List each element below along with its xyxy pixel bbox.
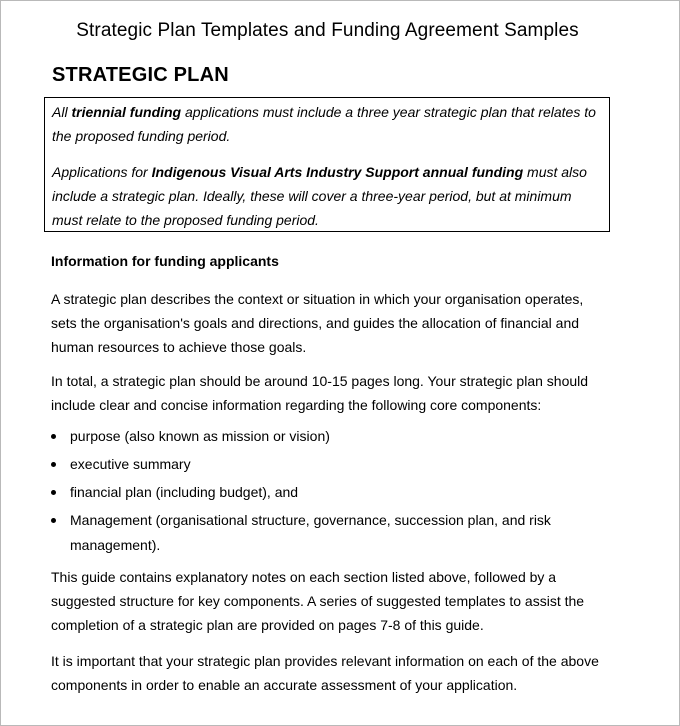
- notice-paragraph-indigenous: Applications for Indigenous Visual Arts Industry Support annual funding must also include a strategic plan. Ideally, these will cover a three-year period, but at minimum must relate to the proposed funding period.: [52, 164, 587, 228]
- paragraph-length: In total, a strategic plan should be around 10-15 pages long. Your strategic plan should include clear and concise information regarding the following core components:: [51, 373, 589, 413]
- paragraph-definition: A strategic plan describes the context or situation in which your organisation operates, sets the organisation's goals and directions, and guides the allocation of financial and human resources to achieve those goals.: [51, 291, 584, 355]
- list-item: purpose (also known as mission or vision): [51, 424, 611, 449]
- notice-box: [44, 97, 610, 232]
- notice-paragraph-triennial: All triennial funding applications must include a three year strategic plan that relates to the proposed funding period.: [52, 104, 596, 144]
- list-item: executive summary: [51, 452, 611, 477]
- bullet-icon: [51, 462, 56, 467]
- core-components-list: [51, 424, 611, 561]
- bullet-icon: [51, 434, 56, 439]
- emphasis-indigenous-funding: Indigenous Visual Arts Industry Support annual funding: [151, 164, 524, 180]
- info-subheading: Information for funding applicants: [51, 253, 279, 269]
- document-title: Strategic Plan Templates and Funding Agreement Samples: [76, 20, 579, 41]
- bullet-icon: [51, 490, 56, 495]
- section-heading: STRATEGIC PLAN: [52, 64, 229, 86]
- list-item: Management (organisational structure, governance, succession plan, and risk management).: [51, 508, 611, 558]
- emphasis-triennial-funding: triennial funding: [71, 104, 182, 120]
- list-item: financial plan (including budget), and: [51, 480, 611, 505]
- paragraph-importance: It is important that your strategic plan provides relevant information on each of the above components in order to enable an accurate assessment of your application.: [51, 653, 599, 693]
- bullet-icon: [51, 518, 56, 523]
- paragraph-guide: This guide contains explanatory notes on each section listed above, followed by a suggested structure for key components. A series of suggested templates to assist the completion of a strategic plan are provided on pages 7-8 of this guide.: [51, 569, 585, 633]
